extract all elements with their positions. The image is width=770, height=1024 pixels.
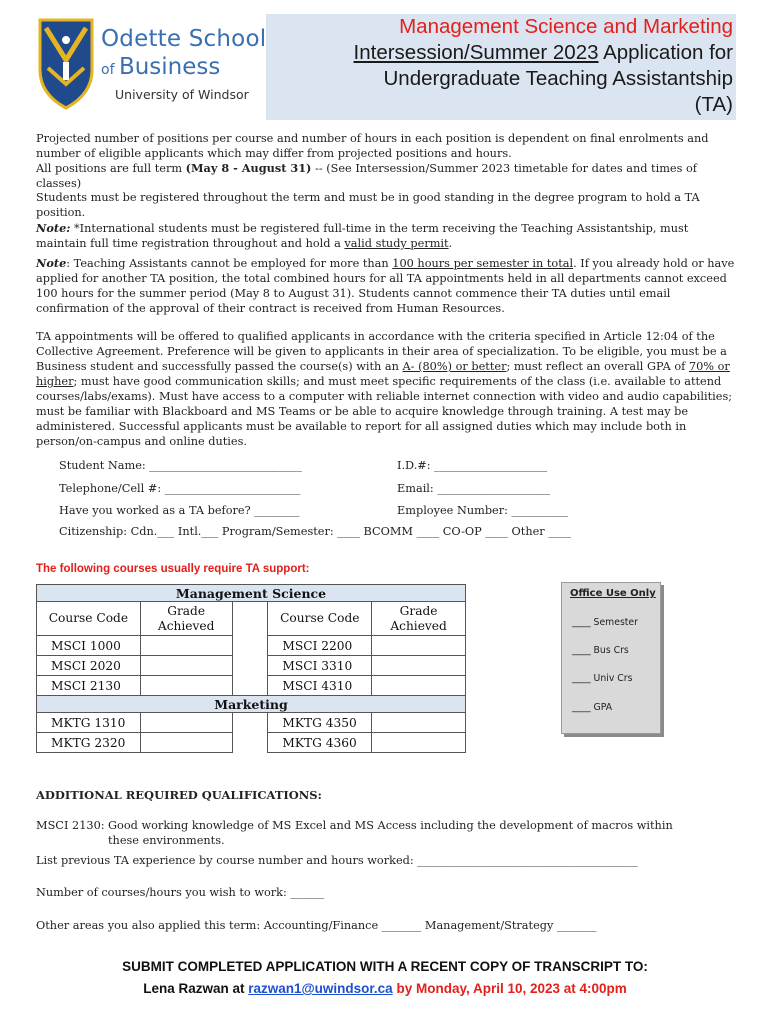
course-table	[36, 584, 466, 753]
office-use-title: Office Use Only	[570, 588, 656, 599]
phone-field[interactable]: Telephone/Cell #: ________________________	[59, 482, 301, 495]
course-code: MSCI 2130	[37, 676, 141, 696]
course-code: MSCI 3310	[268, 656, 372, 676]
title-line2: Intersession/Summer 2023 Application for	[353, 41, 733, 64]
msci-2130-requirement: MSCI 2130: Good working knowledge of MS Excel and MS Access including the development of macros within these environments.	[36, 819, 673, 847]
office-use-box	[561, 582, 661, 734]
col-grade-achieved: Grade Achieved	[372, 602, 466, 636]
registration-paragraph: Students must be registered throughout the term and must be in good standing in the degree program to hold a TA position.	[36, 191, 700, 219]
grade-input[interactable]	[372, 733, 466, 753]
crest-icon	[38, 18, 94, 110]
email-field[interactable]: Email: ____________________	[397, 482, 551, 495]
title-line3: Undergraduate Teaching Assistantship	[383, 67, 733, 90]
university-logo	[35, 14, 265, 120]
student-name-field[interactable]: Student Name: ___________________________	[59, 459, 302, 472]
grade-input[interactable]	[140, 656, 232, 676]
other-areas-field[interactable]: Other areas you also applied this term: Accounting/Finance _______ Management/Strategy _______	[36, 919, 597, 932]
grade-input[interactable]	[372, 713, 466, 733]
grade-input[interactable]	[140, 636, 232, 656]
section-marketing: Marketing	[37, 696, 466, 713]
citizenship-program-field[interactable]: Citizenship: Cdn.___ Intl.___ Program/Semester: ____ BCOMM ____ CO-OP ____ Other ____	[59, 525, 571, 538]
course-code: MSCI 2020	[37, 656, 141, 676]
grade-input[interactable]	[372, 656, 466, 676]
course-code: MKTG 1310	[37, 713, 141, 733]
additional-qualifications-heading: ADDITIONAL REQUIRED QUALIFICATIONS:	[36, 788, 322, 802]
logo-university: University of Windsor	[115, 87, 249, 102]
office-bus-crs: ____ Bus Crs	[572, 645, 629, 656]
logo-school-line1: Odette School	[101, 26, 267, 52]
id-field[interactable]: I.D.#: ____________________	[397, 459, 548, 472]
grade-input[interactable]	[372, 676, 466, 696]
eligibility-paragraph: TA appointments will be offered to qualified applicants in accordance with the criteria specified in Article 12:04 of the Collective Agreement. Preference will be given to applicants in their area of specialization. To be eligible, you must be a Business student and successfully passed the course(s) with an A- (80%) or better; must reflect an overall GPA of 70% or higher; must have good communication skills; and must meet specific requirements of the class (i.e. available to attend courses/labs/exams). Must have access to a computer with reliable internet connection with video and audio capabilities; must be familiar with Blackboard and MS Teams or be able to acquire knowledge through training. A test may be administered. Successful applicants must be available to report for all assigned duties which may include both in person/on-campus and online duties.	[36, 330, 733, 448]
course-code: MSCI 4310	[268, 676, 372, 696]
page-title	[266, 14, 736, 120]
course-code: MKTG 2320	[37, 733, 141, 753]
grade-input[interactable]	[140, 676, 232, 696]
submit-contact: Lena Razwan at razwan1@uwindsor.ca by Monday, April 10, 2023 at 4:00pm	[143, 981, 627, 996]
col-course-code: Course Code	[268, 602, 372, 636]
employee-number-field[interactable]: Employee Number: __________	[397, 504, 569, 517]
office-semester: ____ Semester	[572, 617, 638, 628]
international-note: Note: *International students must be registered full-time in the term receiving the Teaching Assistantship, must maintain full time registration throughout and hold a valid study permit.	[36, 221, 689, 250]
logo-school-line2: of Business	[101, 54, 221, 80]
hours-note: Note: Teaching Assistants cannot be employed for more than 100 hours per semester in total. If you already hold or have applied for another TA position, the total combined hours for all TA appointments held in all departments cannot exceed 100 hours for the summer period (May 8 to August 31). Students cannot commence their TA duties until email confirmation of the approval of their contract is received from Human Resources.	[36, 256, 735, 315]
previous-ta-experience-field[interactable]: List previous TA experience by course number and hours worked: _______________________________________	[36, 854, 638, 867]
submit-instructions: SUBMIT COMPLETED APPLICATION WITH A RECENT COPY OF TRANSCRIPT TO:	[122, 959, 648, 974]
office-gpa: ____ GPA	[572, 702, 613, 713]
title-line4: (TA)	[694, 93, 733, 116]
col-course-code: Course Code	[37, 602, 141, 636]
intro-paragraph-1: Projected number of positions per course and number of hours in each position is dependent on final enrolments and number of eligible applicants which may differ from projected positions and hours. All positions are full term (May 8 - August 31) -- (See Intersession/Summer 2023 timetable for dates and times of classes)	[36, 132, 709, 190]
title-line1: Management Science and Marketing	[399, 15, 733, 38]
grade-input[interactable]	[372, 636, 466, 656]
table-row	[37, 713, 466, 733]
course-code: MSCI 2200	[268, 636, 372, 656]
grade-input[interactable]	[140, 713, 232, 733]
study-permit-link[interactable]: valid study permit	[344, 237, 449, 250]
course-code: MKTG 4350	[268, 713, 372, 733]
ta-before-field[interactable]: Have you worked as a TA before? ________	[59, 504, 300, 517]
col-grade-achieved: Grade Achieved	[140, 602, 232, 636]
section-management-science: Management Science	[37, 585, 466, 602]
contact-email-link[interactable]: razwan1@uwindsor.ca	[248, 981, 393, 996]
courses-heading: The following courses usually require TA support:	[36, 563, 310, 575]
course-code: MKTG 4360	[268, 733, 372, 753]
course-code: MSCI 1000	[37, 636, 141, 656]
office-univ-crs: ____ Univ Crs	[572, 673, 633, 684]
deadline: by Monday, April 10, 2023 at 4:00pm	[392, 981, 627, 996]
courses-hours-wish-field[interactable]: Number of courses/hours you wish to work: ______	[36, 886, 325, 899]
grade-input[interactable]	[140, 733, 232, 753]
